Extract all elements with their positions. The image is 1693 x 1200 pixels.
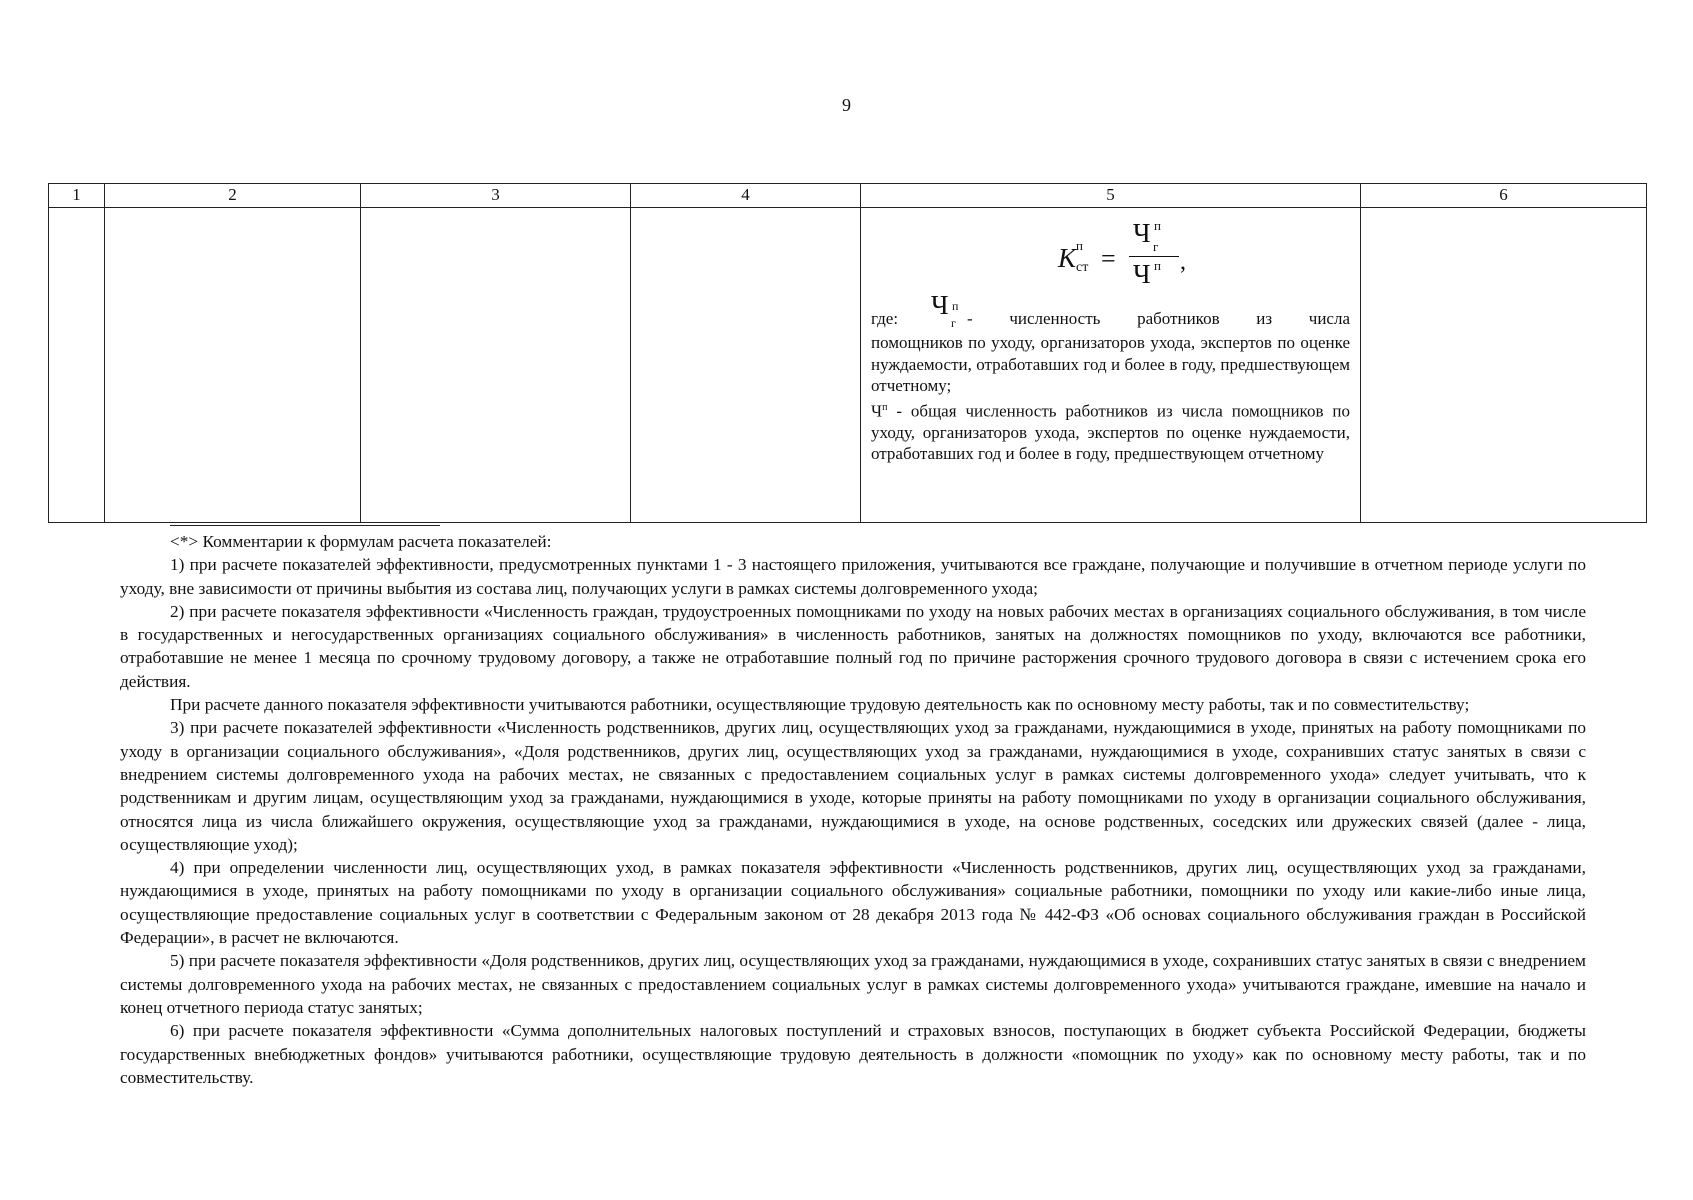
formula-k: K	[1058, 243, 1077, 273]
second-symbol: Ч	[871, 401, 883, 421]
column-header-4: 4	[631, 184, 861, 208]
footnote-item: При расчете данного показателя эффективности учитываются работники, осуществляющие трудовую деятельность как по основному месту работы, так и по совместительству;	[170, 695, 1470, 715]
fraction-bar	[1129, 256, 1179, 257]
formula-equals: =	[1101, 244, 1116, 273]
table-row	[49, 208, 1647, 523]
cell-col-3	[361, 208, 631, 523]
cell-col-5-formula	[861, 208, 1361, 523]
cell-col-2	[105, 208, 361, 523]
column-header-6: 6	[1361, 184, 1647, 208]
where-first-line: - численность работников из числа	[967, 309, 1350, 328]
formula-denominator-superscript: п	[1154, 258, 1161, 273]
footnotes-heading: <*> Комментарии к формулам расчета показателей:	[170, 532, 552, 551]
where-symbol-subscript: г	[951, 316, 956, 330]
where-symbol-superscript: п	[952, 299, 959, 313]
where-symbol: Ч	[931, 290, 949, 320]
footnote-item: 2) при расчете показателя эффективности «Численность граждан, трудоустроенных помощниками по уходу на новых рабочих местах в организациях социального обслуживания, в том числе в государственных и негосударственных организациях социального обслуживания» в численность работников, занятых на должностях помощников по уходу, включаются все работники, отработавшие не менее 1 месяца по срочному трудовому договору, а также не отработавшие полный год по причине расторжения срочного трудового договора в связи с истечением срока его действия.	[120, 601, 1586, 691]
footnote-item: 6) при расчете показателя эффективности «Сумма дополнительных налоговых поступлений и страховых взносов, поступающих в бюджет субъекта Российской Федерации, бюджеты государственных внебюджетных фондов» учитываются работники, осуществляющие трудовую деятельность в должности «помощник по уходу» как по основному месту работы, так и по совместительству.	[120, 1021, 1586, 1087]
footnote-item: 1) при расчете показателей эффективности, предусмотренных пунктами 1 - 3 настоящего приложения, учитываются все граждане, получающие и получившие в отчетном периоде услуги по уходу, вне зависимости от причины выбытия из состава лиц, получающих услуги в рамках системы долговременного ухода;	[120, 555, 1586, 598]
column-header-1: 1	[49, 184, 105, 208]
formula-k-subscript: ст	[1076, 260, 1089, 275]
where-second-definition	[871, 397, 1350, 465]
cell-col-4	[631, 208, 861, 523]
footnote-item: 5) при расчете показателя эффективности «Доля родственников, других лиц, осуществляющих уход за гражданами, нуждающимися в уходе, сохранивших статус занятых в связи с внедрением системы долговременного ухода на рабочих местах, не связанных с предоставлением социальных услуг в рамках системы долговременного ухода» учитываются граждане, имевшие на начало и конец отчетного периода статус занятых;	[120, 951, 1586, 1017]
column-header-5: 5	[861, 184, 1361, 208]
cell-col-1	[49, 208, 105, 523]
column-header-3: 3	[361, 184, 631, 208]
footnote-divider	[170, 525, 440, 526]
formula-denominator: Ч	[1133, 259, 1151, 289]
formula-comma: ,	[1180, 249, 1186, 275]
formula-numerator-subscript: г	[1153, 239, 1159, 254]
second-definition-text: - общая численность работников из числа помощников по уходу, организаторов ухода, экспертов по оценке нуждаемости, отработавших год и более в году, предшествующем отчетному	[871, 401, 1350, 464]
footnote-item: 4) при определении численности лиц, осуществляющих уход, в рамках показателя эффективности «Численность родственников, других лиц, осуществляющих уход за гражданами, нуждающимися в уходе, принятых на работу помощниками по уходу в организации социального обслуживания» социальные работники, помощники по уходу или какие-либо иные лица, осуществляющие предоставление социальных услуг в соответствии с Федеральным законом от 28 декабря 2013 года № 442-ФЗ «Об основах социального обслуживания граждан в Российской Федерации», в расчет не включаются.	[120, 858, 1586, 948]
page-number: 9	[842, 95, 851, 115]
footnotes	[120, 530, 1586, 1089]
table-header-row	[49, 184, 1647, 208]
formula-k-superscript: п	[1076, 238, 1083, 253]
footnote-item: 3) при расчете показателей эффективности «Численность родственников, других лиц, осуществляющих уход за гражданами, нуждающимися в уходе, принятых на работу помощниками по уходу в организации социального обслуживания», «Доля родственников, других лиц, осуществляющих уход за гражданами, нуждающимися в уходе, сохранивших статус занятых в связи с внедрением системы долговременного ухода на рабочих местах, не связанных с предоставлением социальных услуг в рамках системы долговременного ухода» следует учитывать, что к родственникам и другим лицам, осуществляющим уход за гражданами, нуждающимися в уходе, которые приняты на работу помощниками по уходу в организации социального обслуживания, относятся лица из числа ближайшего окружения, осуществляющие уход за гражданами, нуждающимися в уходе, на основе родственных, соседских или дружеских связей (далее - лица, осуществляющие уход);	[120, 718, 1586, 854]
formula-numerator-superscript: п	[1154, 218, 1161, 233]
cell-col-6	[1361, 208, 1647, 523]
formula-numerator: Ч	[1133, 218, 1151, 248]
second-symbol-superscript: п	[882, 401, 888, 413]
column-header-2: 2	[105, 184, 361, 208]
formula	[871, 216, 1350, 298]
where-label: где:	[871, 309, 899, 328]
indicator-table	[48, 183, 1647, 523]
where-first-definition: помощников по уходу, организаторов ухода, экспертов по оценке нуждаемости, отработавших год и более в году, предшествующем отчетному;	[871, 333, 1350, 395]
where-line	[871, 290, 1350, 332]
